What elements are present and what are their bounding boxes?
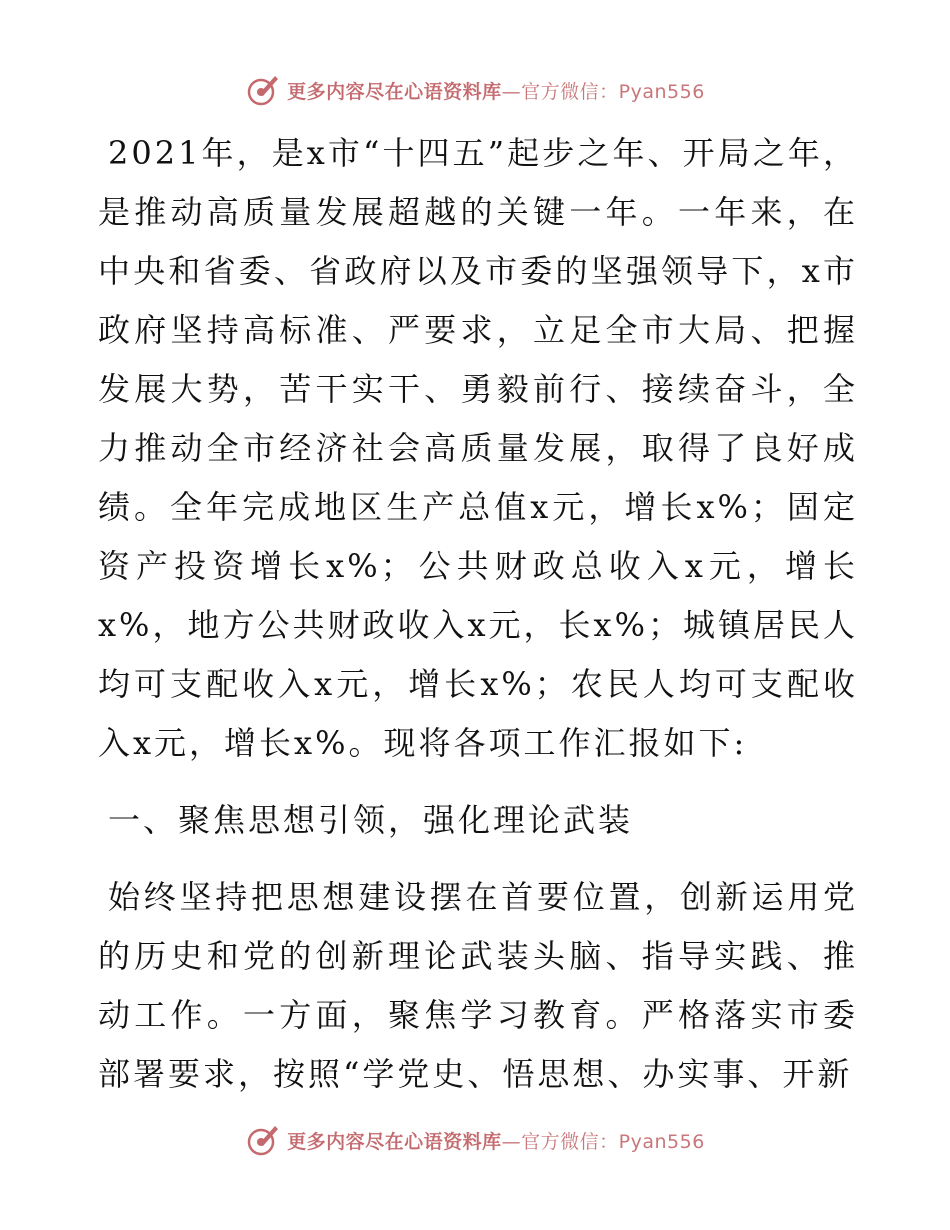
paragraph-intro: 2021年，是x市“十四五”起步之年、开局之年，是推动高质量发展超越的关键一年。一年来，在中央和省委、省政府以及市委的坚强领导下，x市政府坚持高标准、严要求，立足全市大局、把握发展大势，苦干实干、勇毅前行、接续奋斗，全力推动全市经济社会高质量发展，取得了良好成绩。全年完成地区生产总值x元，增长x%；固定资产投资增长x%；公共财政总收入x元，增长x%，地方公共财政收入x元，长x%；城镇居民人均可支配收入x元，增长x%；农民人均可支配收入x元，增长x%。现将各项工作汇报如下: [98, 134, 858, 762]
paragraph-section-1: 始终坚持把思想建设摆在首要位置，创新运用党的历史和党的创新理论武装头脑、指导实践、推动工作。一方面，聚焦学习教育。严格落实市委部署要求，按照“学党史、悟思想、办实事、开新 [98, 878, 858, 1093]
document-body [98, 124, 858, 1104]
watermark-main-text: 更多内容尽在心语资料库 [287, 1130, 502, 1153]
watermark-contact-text: —官方微信：Pyan556 [501, 80, 705, 103]
quill-circle-logo-icon [245, 1122, 281, 1158]
watermark-header [0, 70, 950, 110]
watermark-main-text: 更多内容尽在心语资料库 [287, 80, 502, 103]
section-heading: 一、聚焦思想引领，强化理论武装 [108, 801, 634, 839]
watermark-contact-text: —官方微信：Pyan556 [501, 1130, 705, 1153]
watermark-text [287, 77, 705, 104]
watermark-footer [0, 1120, 950, 1160]
quill-circle-logo-icon [245, 72, 281, 108]
watermark-text [287, 1127, 705, 1154]
